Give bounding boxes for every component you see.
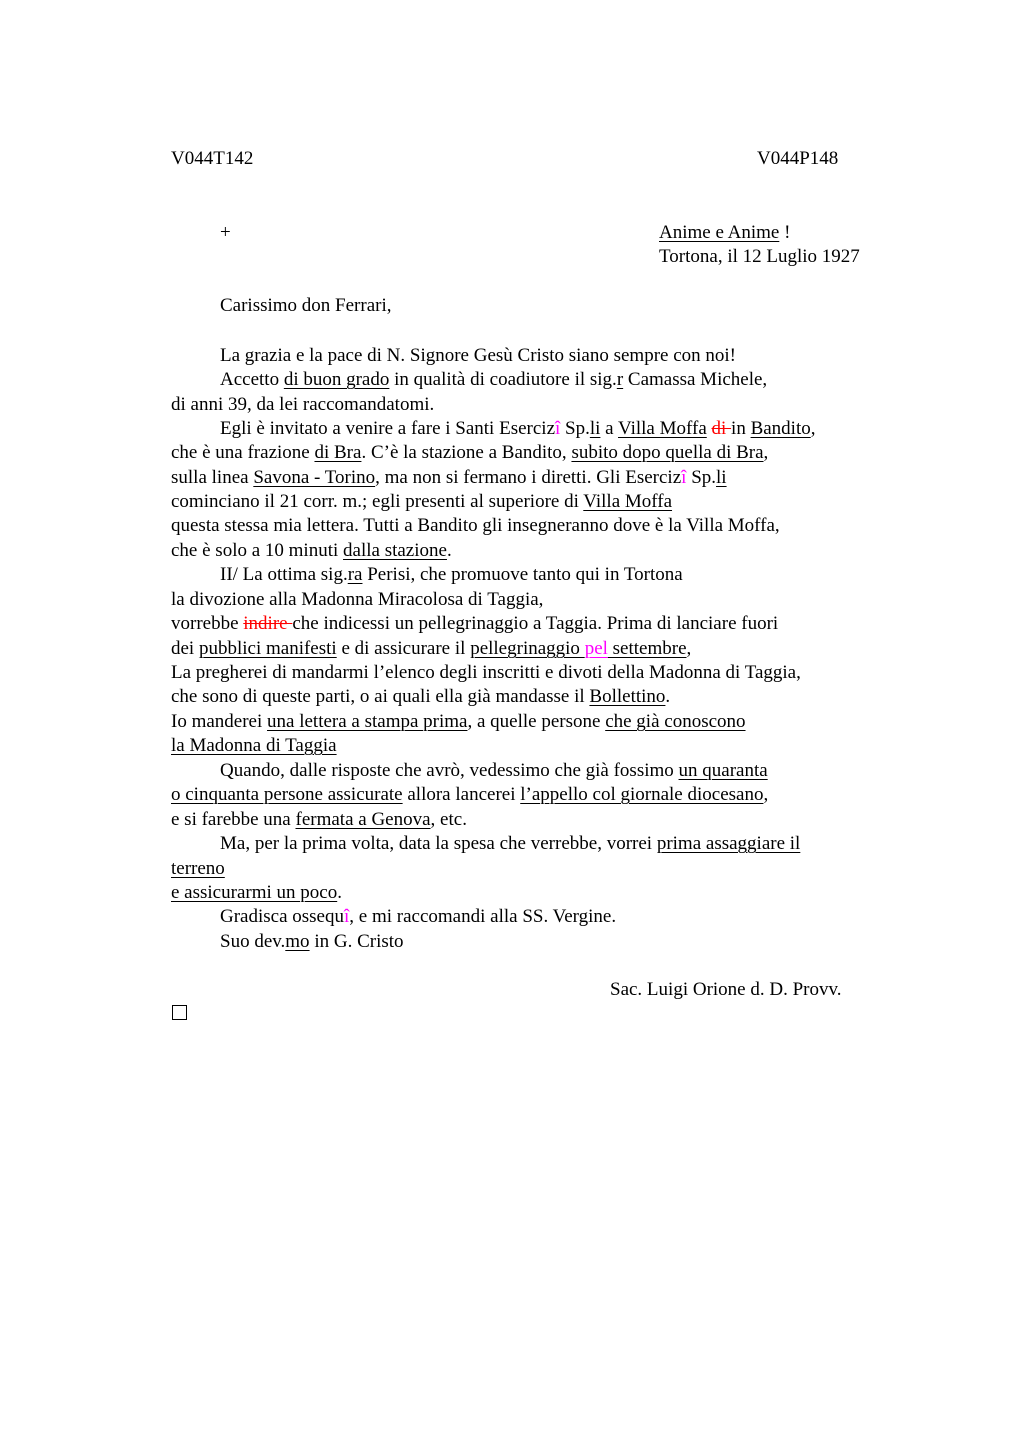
body-line-16: Io manderei una lettera a stampa prima, a quelle persone che già conoscono: [171, 711, 746, 732]
body-line-22: terreno: [171, 858, 225, 879]
salutation: Carissimo don Ferrari,: [220, 295, 392, 316]
body-line-7: cominciano il 21 corr. m.; egli presenti al superiore di Villa Moffa: [171, 491, 673, 512]
body-line-12: vorrebbe indire che indicessi un pellegrinaggio a Taggia. Prima di lanciare fuori: [171, 613, 779, 634]
body-line-23: e assicurarmi un poco.: [171, 882, 342, 903]
body-line-10: II/ La ottima sig.ra Perisi, che promuove tanto qui in Tortona: [220, 564, 683, 585]
body-line-9: che è solo a 10 minuti dalla stazione.: [171, 540, 452, 561]
place-date: Tortona, il 12 Luglio 1927: [659, 246, 860, 267]
document-code-left: V044T142: [171, 148, 254, 169]
body-line-14: La pregherei di mandarmi l’elenco degli inscritti e divoti della Madonna di Taggia,: [171, 662, 801, 683]
deleted-word: di: [711, 418, 732, 439]
deleted-word: indire: [243, 613, 293, 634]
body-line-20: e si farebbe una fermata a Genova, etc.: [171, 809, 467, 830]
signature: Sac. Luigi Orione d. D. Provv.: [610, 979, 842, 1000]
body-line-21: Ma, per la prima volta, data la spesa che verrebbe, vorrei prima assaggiare il: [220, 833, 801, 854]
body-line-5: che è una frazione di Bra. C’è la stazione a Bandito, subito dopo quella di Bra,: [171, 442, 769, 463]
body-line-1: La grazia e la pace di N. Signore Gesù Cristo siano sempre con noi!: [220, 345, 737, 366]
body-line-15: che sono di queste parti, o ai quali ella già mandasse il Bollettino.: [171, 686, 671, 707]
body-line-8: questa stessa mia lettera. Tutti a Bandito gli insegneranno dove è la Villa Moffa,: [171, 515, 780, 536]
motto: Anime e Anime !: [659, 222, 791, 243]
body-line-18: Quando, dalle risposte che avrò, vedessimo che già fossimo un quaranta: [220, 760, 768, 781]
body-line-17: la Madonna di Taggia: [171, 735, 337, 756]
body-line-25: Suo dev.mo in G. Cristo: [220, 931, 404, 952]
body-line-13: dei pubblici manifesti e di assicurare il pellegrinaggio pel settembre,: [171, 638, 692, 659]
body-line-4: Egli è invitato a venire a fare i Santi Esercizî Sp.li a Villa Moffa di in Bandito,: [220, 418, 816, 439]
body-line-2: Accetto di buon grado in qualità di coadiutore il sig.r Camassa Michele,: [220, 369, 768, 390]
body-line-6: sulla linea Savona - Torino, ma non si fermano i diretti. Gli Esercizî Sp.li: [171, 467, 727, 488]
body-line-3: di anni 39, da lei raccomandatomi.: [171, 394, 435, 415]
body-line-24: Gradisca ossequî, e mi raccomandi alla SS. Vergine.: [220, 906, 617, 927]
document-code-right: V044P148: [757, 148, 839, 169]
body-line-11: la divozione alla Madonna Miracolosa di Taggia,: [171, 589, 544, 610]
cross-symbol: +: [220, 222, 231, 243]
body-line-19: o cinquanta persone assicurate allora lancerei l’appello col giornale diocesano,: [171, 784, 769, 805]
end-square-icon: [172, 1005, 187, 1020]
